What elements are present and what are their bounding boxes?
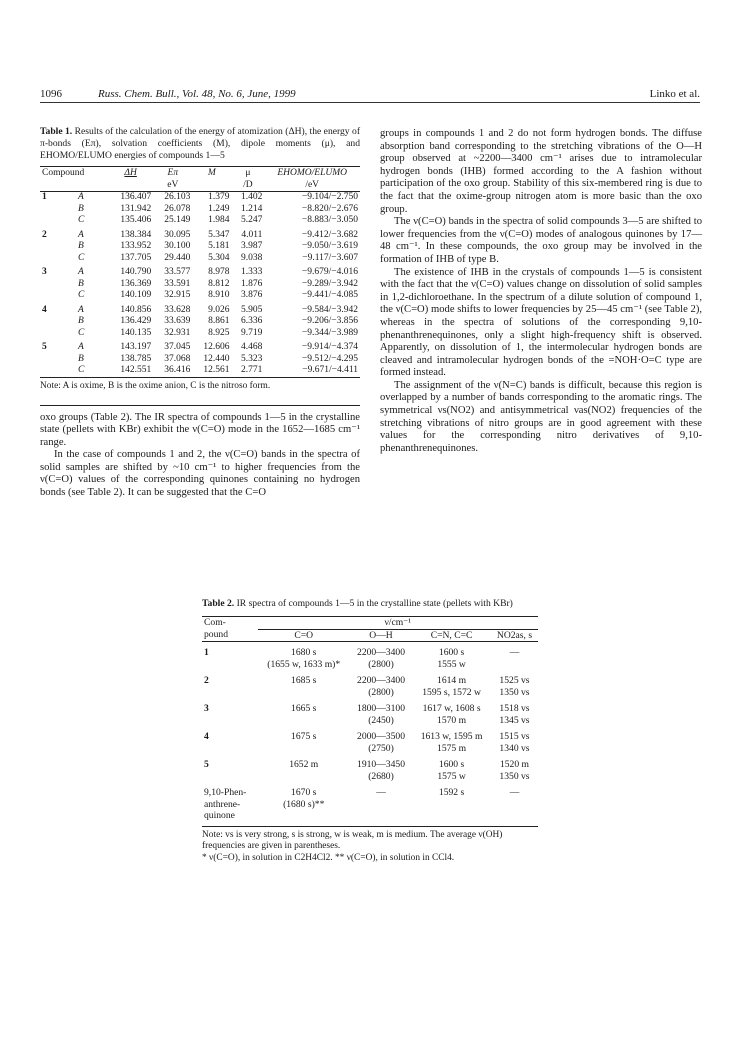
table1-cell: 29.440 (164, 252, 191, 263)
table2-cell: 1 (204, 647, 209, 658)
t1-u-dh (108, 179, 153, 192)
t2-h-no2: NO2as, s (496, 629, 533, 641)
table1-cell: 32.931 (164, 327, 191, 338)
table1-cell: −9.344/−3.989 (301, 327, 358, 338)
table1-cell: 5.905 (240, 304, 263, 315)
table1-row (40, 290, 360, 302)
table2-caption-text: IR spectra of compounds 1—5 in the crystalline state (pellets with KBr) (236, 598, 513, 609)
table1-cell: −8.883/−3.050 (301, 215, 358, 225)
t1-h-dh: ΔH (124, 168, 137, 178)
table1-cell (40, 215, 58, 227)
table2-cell: 1800—3100 (2450) (357, 703, 405, 726)
table2-cell: 1910—3450 (2680) (357, 759, 405, 782)
table1-cell (40, 290, 58, 302)
left-column (40, 126, 360, 500)
table1-cell: 1.333 (240, 267, 263, 277)
table1-cell: C (78, 365, 85, 375)
table1-cell: −9.412/−3.682 (301, 229, 358, 240)
header-rule (40, 102, 700, 103)
t1-h-mu: μ (245, 168, 251, 178)
table1-row (40, 192, 360, 204)
table1-cell: 37.068 (164, 353, 191, 364)
t2-h-pound: pound (204, 629, 228, 640)
t1-h-m: M (207, 168, 216, 178)
table1-cell: 8.925 (208, 327, 230, 338)
table1-cell: 142.551 (120, 365, 152, 375)
table1-cell (40, 328, 58, 340)
table1-cell: 5.247 (240, 215, 263, 225)
table1-cell: B (78, 278, 84, 289)
table1-row (40, 264, 360, 279)
authors: Linko et al. (649, 88, 700, 100)
table1-cell: 25.149 (164, 215, 191, 225)
table1-cell: A (78, 304, 84, 315)
table1-cell: 143.197 (120, 342, 152, 352)
table2-cell: 2 (204, 675, 209, 686)
table1-cell: 12.440 (203, 353, 230, 364)
table1-cell (40, 365, 58, 377)
table1-cell: 33.628 (164, 304, 191, 315)
table1 (40, 166, 360, 378)
t1-u-epi: eV (167, 180, 179, 190)
table1-cell: −9.512/−4.295 (301, 353, 358, 364)
table1-cell: 1.984 (208, 215, 230, 225)
table1-cell: −9.104/−2.750 (301, 192, 358, 202)
table1-cell: 133.952 (120, 241, 152, 251)
table1-cell: 12.606 (203, 342, 230, 352)
table1-cell: 137.705 (120, 252, 152, 263)
table1-row (40, 316, 360, 328)
table1-row (40, 227, 360, 242)
table2-cell: 1652 m (289, 759, 319, 770)
table1-cell: 8.812 (208, 278, 230, 289)
table1-cell: A (78, 267, 84, 277)
t2-h-oh: O—H (369, 629, 393, 641)
table1-cell: B (78, 203, 84, 214)
table2-cell: 3 (204, 703, 209, 714)
table1-cell: 3.876 (240, 290, 263, 300)
table1-cell (40, 241, 58, 253)
table1-cell: 9.038 (240, 252, 263, 263)
table1-cell: −9.671/−4.411 (302, 365, 358, 375)
table1-cell: 30.095 (164, 229, 191, 240)
table1-row (40, 302, 360, 317)
table1-cell: −9.050/−3.619 (301, 241, 358, 251)
table1-cell: 138.384 (120, 229, 152, 240)
table1-cell: 1.876 (240, 278, 263, 289)
table1-row (40, 339, 360, 354)
table1-cell: 5.347 (208, 229, 230, 240)
table1-row (40, 253, 360, 265)
table1-cell (40, 204, 58, 216)
table2-note (202, 826, 538, 865)
table1-caption (40, 126, 360, 162)
table1-cell: 4 (42, 304, 47, 315)
table1-cell: 1.402 (240, 192, 263, 202)
table1-cell: 136.407 (120, 192, 152, 202)
table1-row (40, 328, 360, 340)
table2-cell: 1520 m 1350 vs (499, 759, 530, 782)
right-para-2: The ν(C=O) bands in the spectra of solid compounds 3—5 are shifted to lower frequencies from the ν(C=O) modes of analogous quinones by 17—48 cm⁻¹. In these compounds, the oxo group may be involved in the formation of IHB of type B. (380, 216, 702, 265)
table1-cell: −9.584/−3.942 (301, 304, 358, 315)
table1-cell: 8.910 (208, 290, 230, 300)
table1-cell: 9.719 (240, 327, 263, 338)
table1-cell: 36.416 (164, 365, 191, 375)
table1-cell: 131.942 (120, 203, 152, 214)
table1-cell: −8.820/−2.676 (301, 203, 358, 214)
table2-label: Table 2. (202, 598, 235, 609)
table2-cell: — (509, 787, 520, 798)
table2-cell: — (509, 647, 520, 658)
table1-note: Note: A is oxime, B is the oxime anion, C is the nitroso form. (40, 380, 271, 391)
table2-cell: 1592 s (438, 787, 465, 798)
running-header (40, 88, 700, 104)
table2-cell: 5 (204, 759, 209, 770)
table1-cell: 30.100 (164, 241, 191, 251)
table1-cell: 8.978 (208, 267, 230, 277)
table1-row (40, 204, 360, 216)
table1-cell: 32.915 (164, 290, 191, 300)
table2-cell: 2200—3400 (2800) (357, 675, 405, 698)
table2-cell: 1600 s 1575 w (437, 759, 466, 782)
t1-u-mu: /D (243, 180, 253, 190)
table1-cell: B (78, 353, 84, 364)
table1-cell: 4.011 (241, 229, 263, 240)
table2-cell: 2000—3500 (2750) (357, 731, 405, 754)
table1-cell: 135.406 (120, 215, 152, 225)
table1-cell: A (78, 229, 84, 240)
table1-cell: 33.591 (164, 278, 191, 289)
table1-cell: 26.103 (164, 192, 191, 202)
table2-caption (202, 598, 538, 610)
table2-cell: 1600 s 1555 w (437, 647, 466, 670)
table1-cell: 5.323 (240, 353, 263, 364)
table1-body (40, 192, 360, 378)
table2-cell: 1685 s (291, 675, 317, 686)
table1-cell: 37.045 (164, 342, 191, 352)
table2-cell: 4 (204, 731, 209, 742)
table1-cell: B (78, 316, 84, 326)
table1-cell: 33.639 (164, 316, 191, 326)
table1-cell: 140.109 (120, 290, 152, 300)
table2-row (202, 642, 538, 671)
table1-cell: 5 (42, 342, 47, 352)
table1-cell: 1.214 (240, 203, 263, 214)
table1-cell: 140.790 (120, 267, 152, 277)
table1-cell: 33.577 (164, 267, 191, 277)
table2-cell: — (376, 787, 386, 798)
journal-citation: Russ. Chem. Bull., Vol. 48, No. 6, June, 1999 (98, 88, 296, 100)
table2-row (202, 754, 538, 782)
t1-h-epi: Eπ (167, 168, 179, 178)
table1-cell: B (78, 241, 84, 251)
table2-cell: 1613 w, 1595 m 1575 m (420, 731, 483, 754)
table1-cell: 4.468 (240, 342, 263, 352)
table1-cell: −9.289/−3.942 (301, 278, 358, 289)
table1-cell: 3.987 (240, 241, 263, 251)
table1-cell: A (78, 192, 84, 202)
table1-cell: 1.379 (208, 192, 230, 202)
table2-note-1: Note: vs is very strong, s is strong, w is weak, m is medium. The average ν(OH) frequencies are given in parentheses. (202, 829, 503, 851)
table1-cell: A (78, 342, 84, 352)
table2-cell: 1518 vs 1345 vs (499, 703, 530, 726)
table2 (202, 616, 538, 822)
t1-u-m (192, 179, 231, 192)
table1-cell: 6.336 (240, 316, 263, 326)
table2-cell: 1614 m 1595 s, 1572 w (422, 675, 481, 698)
table2-cell: 1680 s (1655 w, 1633 m)* (267, 647, 341, 670)
right-para-3: The existence of IHB in the crystals of compounds 1—5 is consistent with the fact that the ν(C=O) values change on dissolution of solid samples in 1,2-dichloroethane. In the spectrum of a dilute solution of compound 1, the ν(C=O) mode shifts to lower frequencies by 25—45 cm⁻¹ (see Table 2), whereas in the spectra of solutions of the corresponding 9,10-phenanthrenequinones, only a slight high-frequency shift is observed. Apparently, on dissolution of 1, the intermolecular hydrogen bonds are cleaved and intramolecular hydrogen bonds of the =NOH·O=C type are formed instead. (380, 266, 702, 379)
table1-cell (40, 253, 58, 265)
table1-cell (40, 279, 58, 291)
table1-cell: 3 (42, 267, 47, 277)
table1-cell: 12.561 (203, 365, 230, 375)
table2-block (202, 598, 538, 864)
table1-row (40, 241, 360, 253)
table2-row (202, 670, 538, 698)
table1-cell: −9.441/−4.085 (301, 290, 358, 300)
table1-cell: −9.914/−4.374 (301, 342, 358, 352)
table2-note-2: * ν(C=O), in solution in C2H4Cl2. ** ν(C=O), in solution in CCl4. (202, 852, 455, 863)
table1-cell (40, 316, 58, 328)
table1-cell: 1 (42, 192, 47, 202)
table1-row (40, 354, 360, 366)
table1-cell: C (78, 215, 85, 225)
table2-cell: 1525 vs 1350 vs (499, 675, 530, 698)
table1-cell: 1.249 (208, 203, 230, 214)
table2-cell: 1675 s (291, 731, 317, 742)
t2-h-group: ν/cm⁻¹ (258, 617, 538, 630)
table2-row (202, 782, 538, 822)
table1-separator (40, 405, 360, 406)
t2-h-co: C=O (294, 629, 314, 641)
table1-cell: 8.861 (208, 316, 230, 326)
right-para-4: The assignment of the ν(N=C) bands is difficult, because this region is overlapped by a number of bands corresponding to the aromatic rings. The symmetrical νs(NO2) and antisymmetrical νas(NO2) frequencies of the stretching vibrations of nitro groups are in good agreement with these values for the corresponding nitro derivatives of 9,10-phenanthrenequinones. (380, 379, 702, 454)
table1-cell: 5.181 (208, 241, 230, 251)
table2-body (202, 642, 538, 822)
table2-cell: 1665 s (291, 703, 317, 714)
table2-cell: 1515 vs 1340 vs (499, 731, 530, 754)
table1-cell: 26.078 (164, 203, 191, 214)
right-para-1: groups in compounds 1 and 2 do not form hydrogen bonds. The diffuse absorption band corresponding to the stretching vibrations of the O—H group observed at ~2200—3400 cm⁻¹ arises due to intramolecular hydrogen bonds (IHB) formed according to the A fashion without participation of the oxo group. Stability of this six-membered ring is due to the fact that the oxime-group nitrogen atom is more basic than the oxo group. (380, 128, 702, 215)
table1-label: Table 1. (40, 126, 73, 137)
left-para-2: In the case of compounds 1 and 2, the ν(C=O) bands in the spectra of solid samples are shifted by ~10 cm⁻¹ to higher frequencies from the ν(C=O) values of the corresponding quinones containing no hydrogen bonds (see Table 2). It can be suggested that the C=O (40, 449, 360, 499)
table1-cell (40, 354, 58, 366)
t1-h-compound: Compound (42, 168, 85, 178)
table2-row (202, 698, 538, 726)
t1-u-ehomo: /eV (305, 180, 320, 190)
table1-cell: 140.856 (120, 304, 152, 315)
table2-cell: 9,10-Phen- anthrene- quinone (204, 787, 247, 821)
table1-cell: C (78, 252, 85, 263)
table1-cell: C (78, 327, 85, 338)
table1-row (40, 365, 360, 377)
table2-cell: 2200—3400 (2800) (357, 647, 405, 670)
table1-row (40, 279, 360, 291)
page-number: 1096 (40, 88, 62, 100)
table1-cell: 9.026 (208, 304, 230, 315)
table1-cell: 140.135 (120, 327, 152, 338)
table1-cell: 138.785 (120, 353, 152, 364)
table1-cell: −9.117/−3.607 (302, 252, 358, 263)
table1-cell: 136.429 (120, 316, 152, 326)
table1-row (40, 215, 360, 227)
right-column (380, 128, 702, 455)
left-para-1: oxo groups (Table 2). The IR spectra of compounds 1—5 in the crystalline state (pellets with KBr) exhibit the ν(C=O) mode in the 1652—1685 cm⁻¹ range. (40, 411, 360, 448)
table2-cell: 1617 w, 1608 s 1570 m (422, 703, 481, 726)
t2-h-cn: C=N, C=C (430, 629, 473, 641)
table1-cell: −9.206/−3.856 (301, 316, 358, 326)
table1-cell: 2 (42, 229, 47, 240)
table2-cell: 1670 s (1680 s)** (283, 787, 325, 810)
table1-cell: 2.771 (240, 365, 263, 375)
t1-h-ehomo: EHOMO/ELUMO (277, 168, 348, 178)
t2-h-com: Com- (204, 617, 226, 628)
table1-cell: C (78, 290, 85, 300)
table1-cell: −9.679/−4.016 (301, 267, 358, 277)
table1-cell: 5.304 (208, 252, 230, 263)
table1-caption-text: Results of the calculation of the energy of atomization (ΔH), the energy of π-bonds (Eπ), solvation coefficients (M), dipole moments (μ), and EHOMO/ELUMO energies of compounds 1—5 (40, 126, 361, 161)
table2-row (202, 726, 538, 754)
table1-cell: 136.369 (120, 278, 152, 289)
